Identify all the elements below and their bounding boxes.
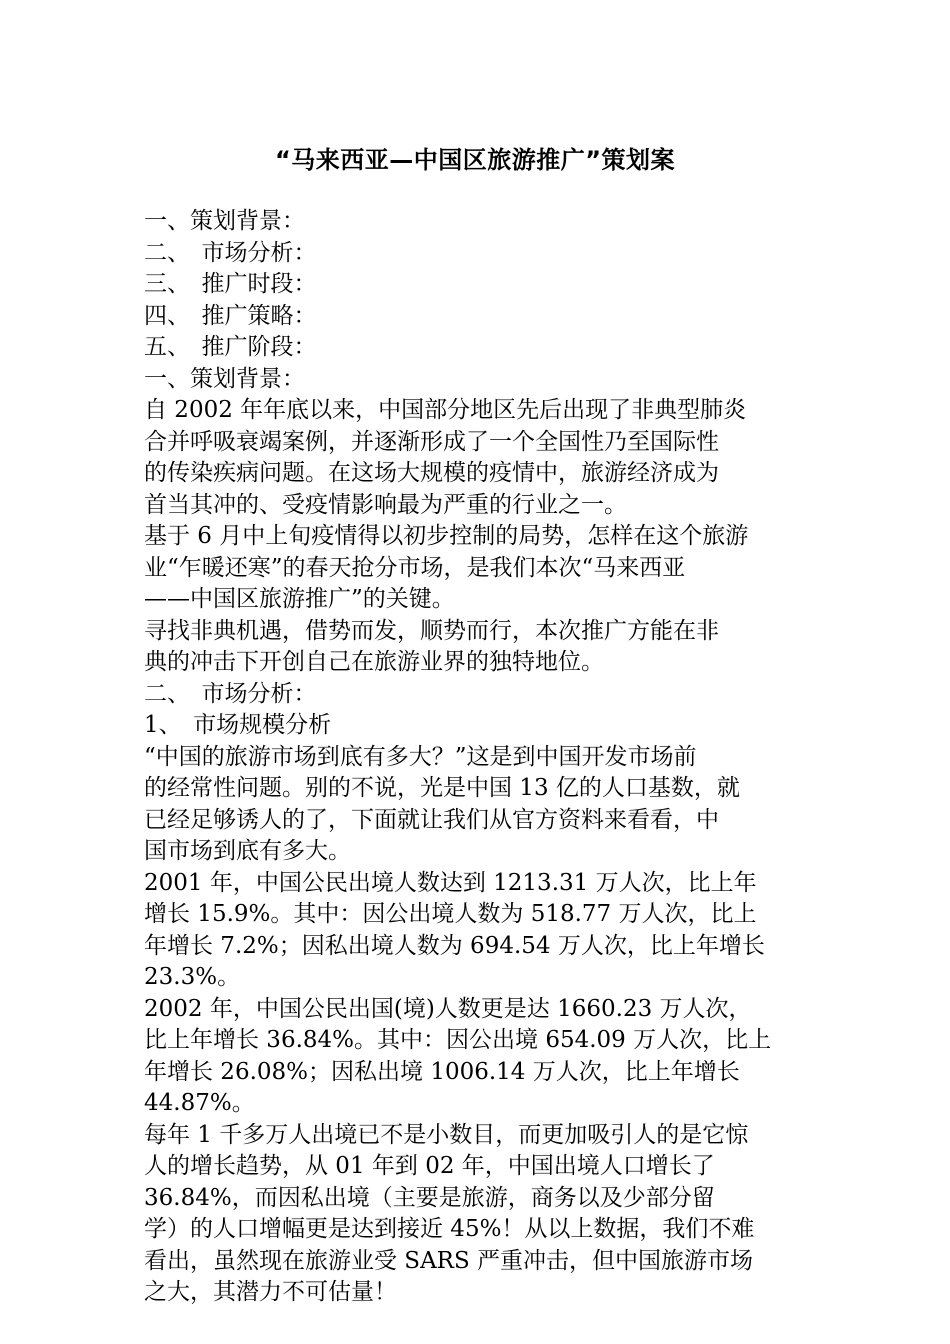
toc-item: 二、 市场分析： xyxy=(144,239,317,266)
paragraph-line: 已经足够诱人的了，下面就让我们从官方资料来看看，中 xyxy=(144,806,719,833)
paragraph-line: 2002 年，中国公民出国(境)人数更是达 1660.23 万人次， xyxy=(144,995,752,1022)
paragraph-line: 人的增长趋势，从 01 年到 02 年，中国出境人口增长了 xyxy=(144,1153,715,1179)
paragraph-line: 国市场到底有多大。 xyxy=(144,838,351,864)
paragraph-line: 基于 6 月中上旬疫情得以初步控制的局势，怎样在这个旅游 xyxy=(144,523,749,549)
paragraph-line: 比上年增长 36.84%。其中：因公出境 654.09 万人次，比上 xyxy=(144,1027,772,1053)
paragraph-line: 每年 1 千多万人出境已不是小数目，而更加吸引人的是它惊 xyxy=(144,1121,749,1148)
paragraph xyxy=(144,742,806,868)
toc-item: 三、 推广时段： xyxy=(144,271,317,297)
paragraph-line: 年增长 7.2%；因私出境人数为 694.54 万人次，比上年增长 xyxy=(144,932,765,959)
paragraph-line: 年增长 26.08%；因私出境 1006.14 万人次，比上年增长 xyxy=(144,1058,740,1085)
paragraph-line: “中国的旅游市场到底有多大？”这是到中国开发市场前 xyxy=(144,743,697,770)
paragraph-line: 首当其冲的、受疫情影响最为严重的行业之一。 xyxy=(144,491,627,518)
paragraph-line: 业“乍暖还寒”的春天抢分市场，是我们本次“马来西亚 xyxy=(144,554,686,581)
paragraph-line: 2001 年，中国公民出境人数达到 1213.31 万人次，比上年 xyxy=(144,869,757,896)
paragraph-line: 的经常性问题。别的不说，光是中国 13 亿的人口基数，就 xyxy=(144,775,740,801)
paragraph-line: 寻找非典机遇，借势而发，顺势而行，本次推广方能在非 xyxy=(144,617,719,644)
paragraph xyxy=(144,616,806,679)
paragraph-line: ——中国区旅游推广”的关键。 xyxy=(144,586,455,612)
section-heading: 一、策划背景： xyxy=(144,365,305,392)
paragraph-line: 36.84%，而因私出境（主要是旅游，商务以及少部分留 xyxy=(144,1184,715,1211)
paragraph xyxy=(144,521,806,616)
paragraph-line: 自 2002 年年底以来，中国部分地区先后出现了非典型肺炎 xyxy=(144,397,747,423)
subsection-heading: 1、 市场规模分析 xyxy=(144,712,332,738)
paragraph xyxy=(144,1120,806,1309)
paragraph-line: 44.87%。 xyxy=(144,1090,255,1116)
document-body xyxy=(144,206,806,1309)
paragraph-line: 合并呼吸衰竭案例，并逐渐形成了一个全国性乃至国际性 xyxy=(144,428,719,455)
paragraph-line: 增长 15.9%。其中：因公出境人数为 518.77 万人次，比上 xyxy=(144,901,757,927)
toc-item: 一、策划背景： xyxy=(144,208,305,234)
document-title: “马来西亚—中国区旅游推广”策划案 xyxy=(274,146,676,174)
section-heading: 二、 市场分析： xyxy=(144,680,317,707)
toc-item: 四、 推广策略： xyxy=(144,302,317,329)
paragraph-line: 之大，其潜力不可估量！ xyxy=(144,1279,397,1305)
paragraph-line: 23.3%。 xyxy=(144,964,241,990)
paragraph-line: 看出，虽然现在旅游业受 SARS 严重冲击，但中国旅游市场 xyxy=(144,1247,754,1274)
toc-item: 五、 推广阶段： xyxy=(144,334,317,360)
paragraph-line: 的传染疾病问题。在这场大规模的疫情中，旅游经济成为 xyxy=(144,460,719,486)
paragraph-line: 典的冲击下开创自己在旅游业界的独特地位。 xyxy=(144,649,604,675)
paragraph xyxy=(144,994,806,1120)
paragraph xyxy=(144,395,806,521)
paragraph xyxy=(144,868,806,994)
paragraph-line: 学）的人口增幅更是达到接近 45%！从以上数据，我们不难 xyxy=(144,1216,755,1242)
